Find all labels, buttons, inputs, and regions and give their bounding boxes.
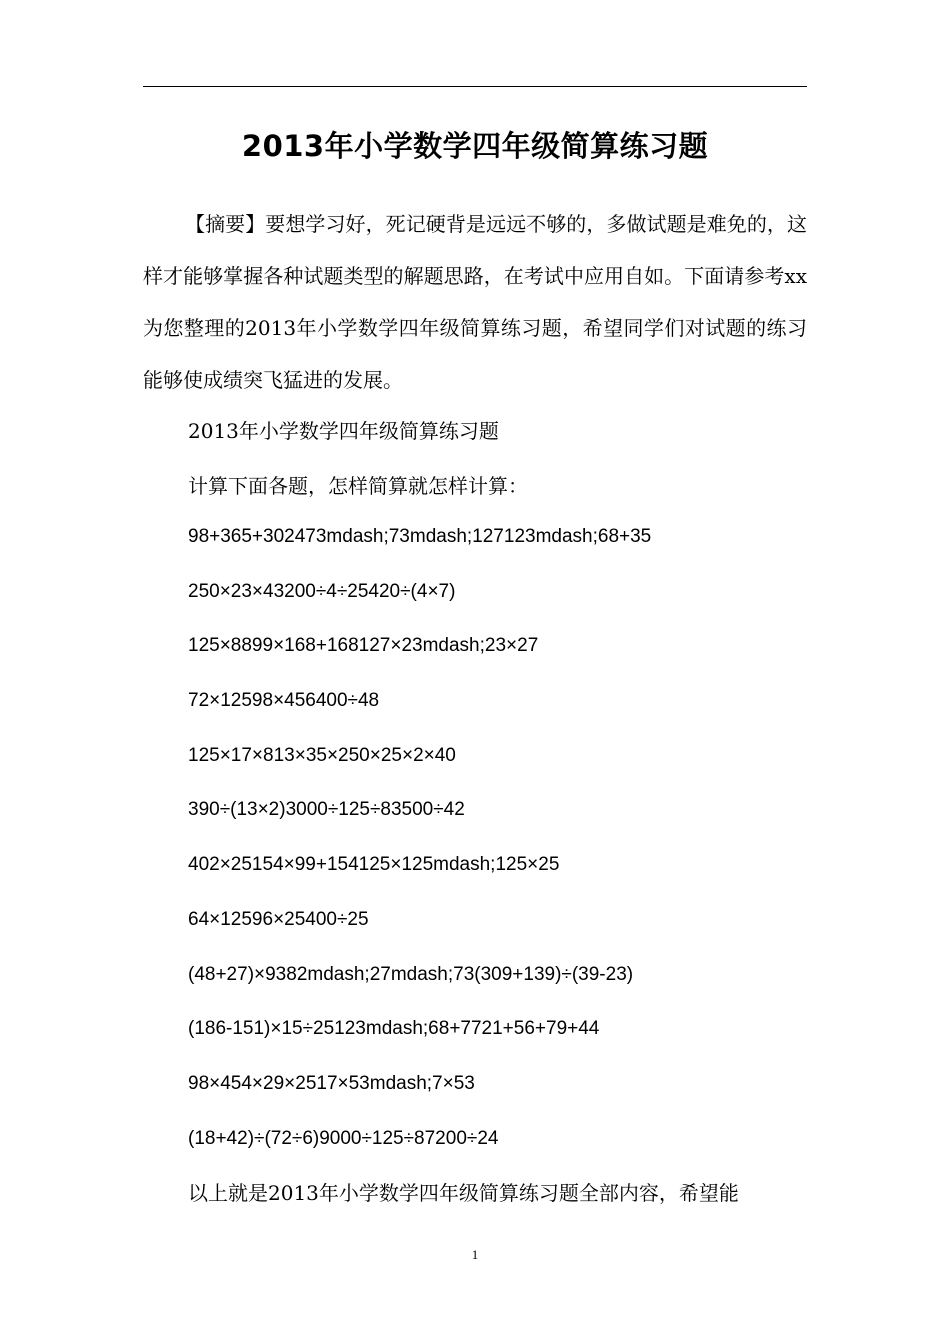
instruction-text: 计算下面各题，怎样简算就怎样计算： [188,474,528,498]
problem-line: (48+27)×9382mdash;27mdash;73(309+139)÷(39-23) [188,963,634,985]
problem-line: 250×23×43200÷4÷25420÷(4×7) [188,580,456,602]
problem-line: 402×25154×99+154125×125mdash;125×25 [188,854,560,876]
problem-line: (18+42)÷(72÷6)9000÷125÷87200÷24 [188,1127,499,1149]
problem-line: 98+365+302473mdash;73mdash;127123mdash;68+35 [188,526,652,547]
abstract-paragraph: 【摘要】要想学习好，死记硬背是远远不够的，多做试题是难免的，这样才能够掌握各种试题类型的解题思路，在考试中应用自如。下面请参考xx为您整理的2013年小学数学四年级简算练习题，希望同学们对试题的练习能够使成绩突飞猛进的发展。 [143,212,807,392]
problem-line: 72×12598×456400÷48 [188,690,380,712]
document-title: 2013年小学数学四年级简算练习题 [241,129,709,163]
problem-line: 64×12596×25400÷25 [188,908,369,930]
header-rule [143,86,807,87]
problem-line: 125×8899×168+168127×23mdash;23×27 [188,635,539,657]
closing-paragraph: 以上就是2013年小学数学四年级简算练习题全部内容，希望能 [188,1181,739,1205]
subheading: 2013年小学数学四年级简算练习题 [188,419,499,443]
problem-line: 390÷(13×2)3000÷125÷83500÷42 [188,799,465,821]
page-number: 1 [471,1247,479,1262]
problem-line: 98×454×29×2517×53mdash;7×53 [188,1072,475,1094]
problem-line: 125×17×813×35×250×25×2×40 [188,744,456,766]
problem-line: (186-151)×15÷25123mdash;68+7721+56+79+44 [188,1018,600,1040]
problem-list [188,521,808,1177]
